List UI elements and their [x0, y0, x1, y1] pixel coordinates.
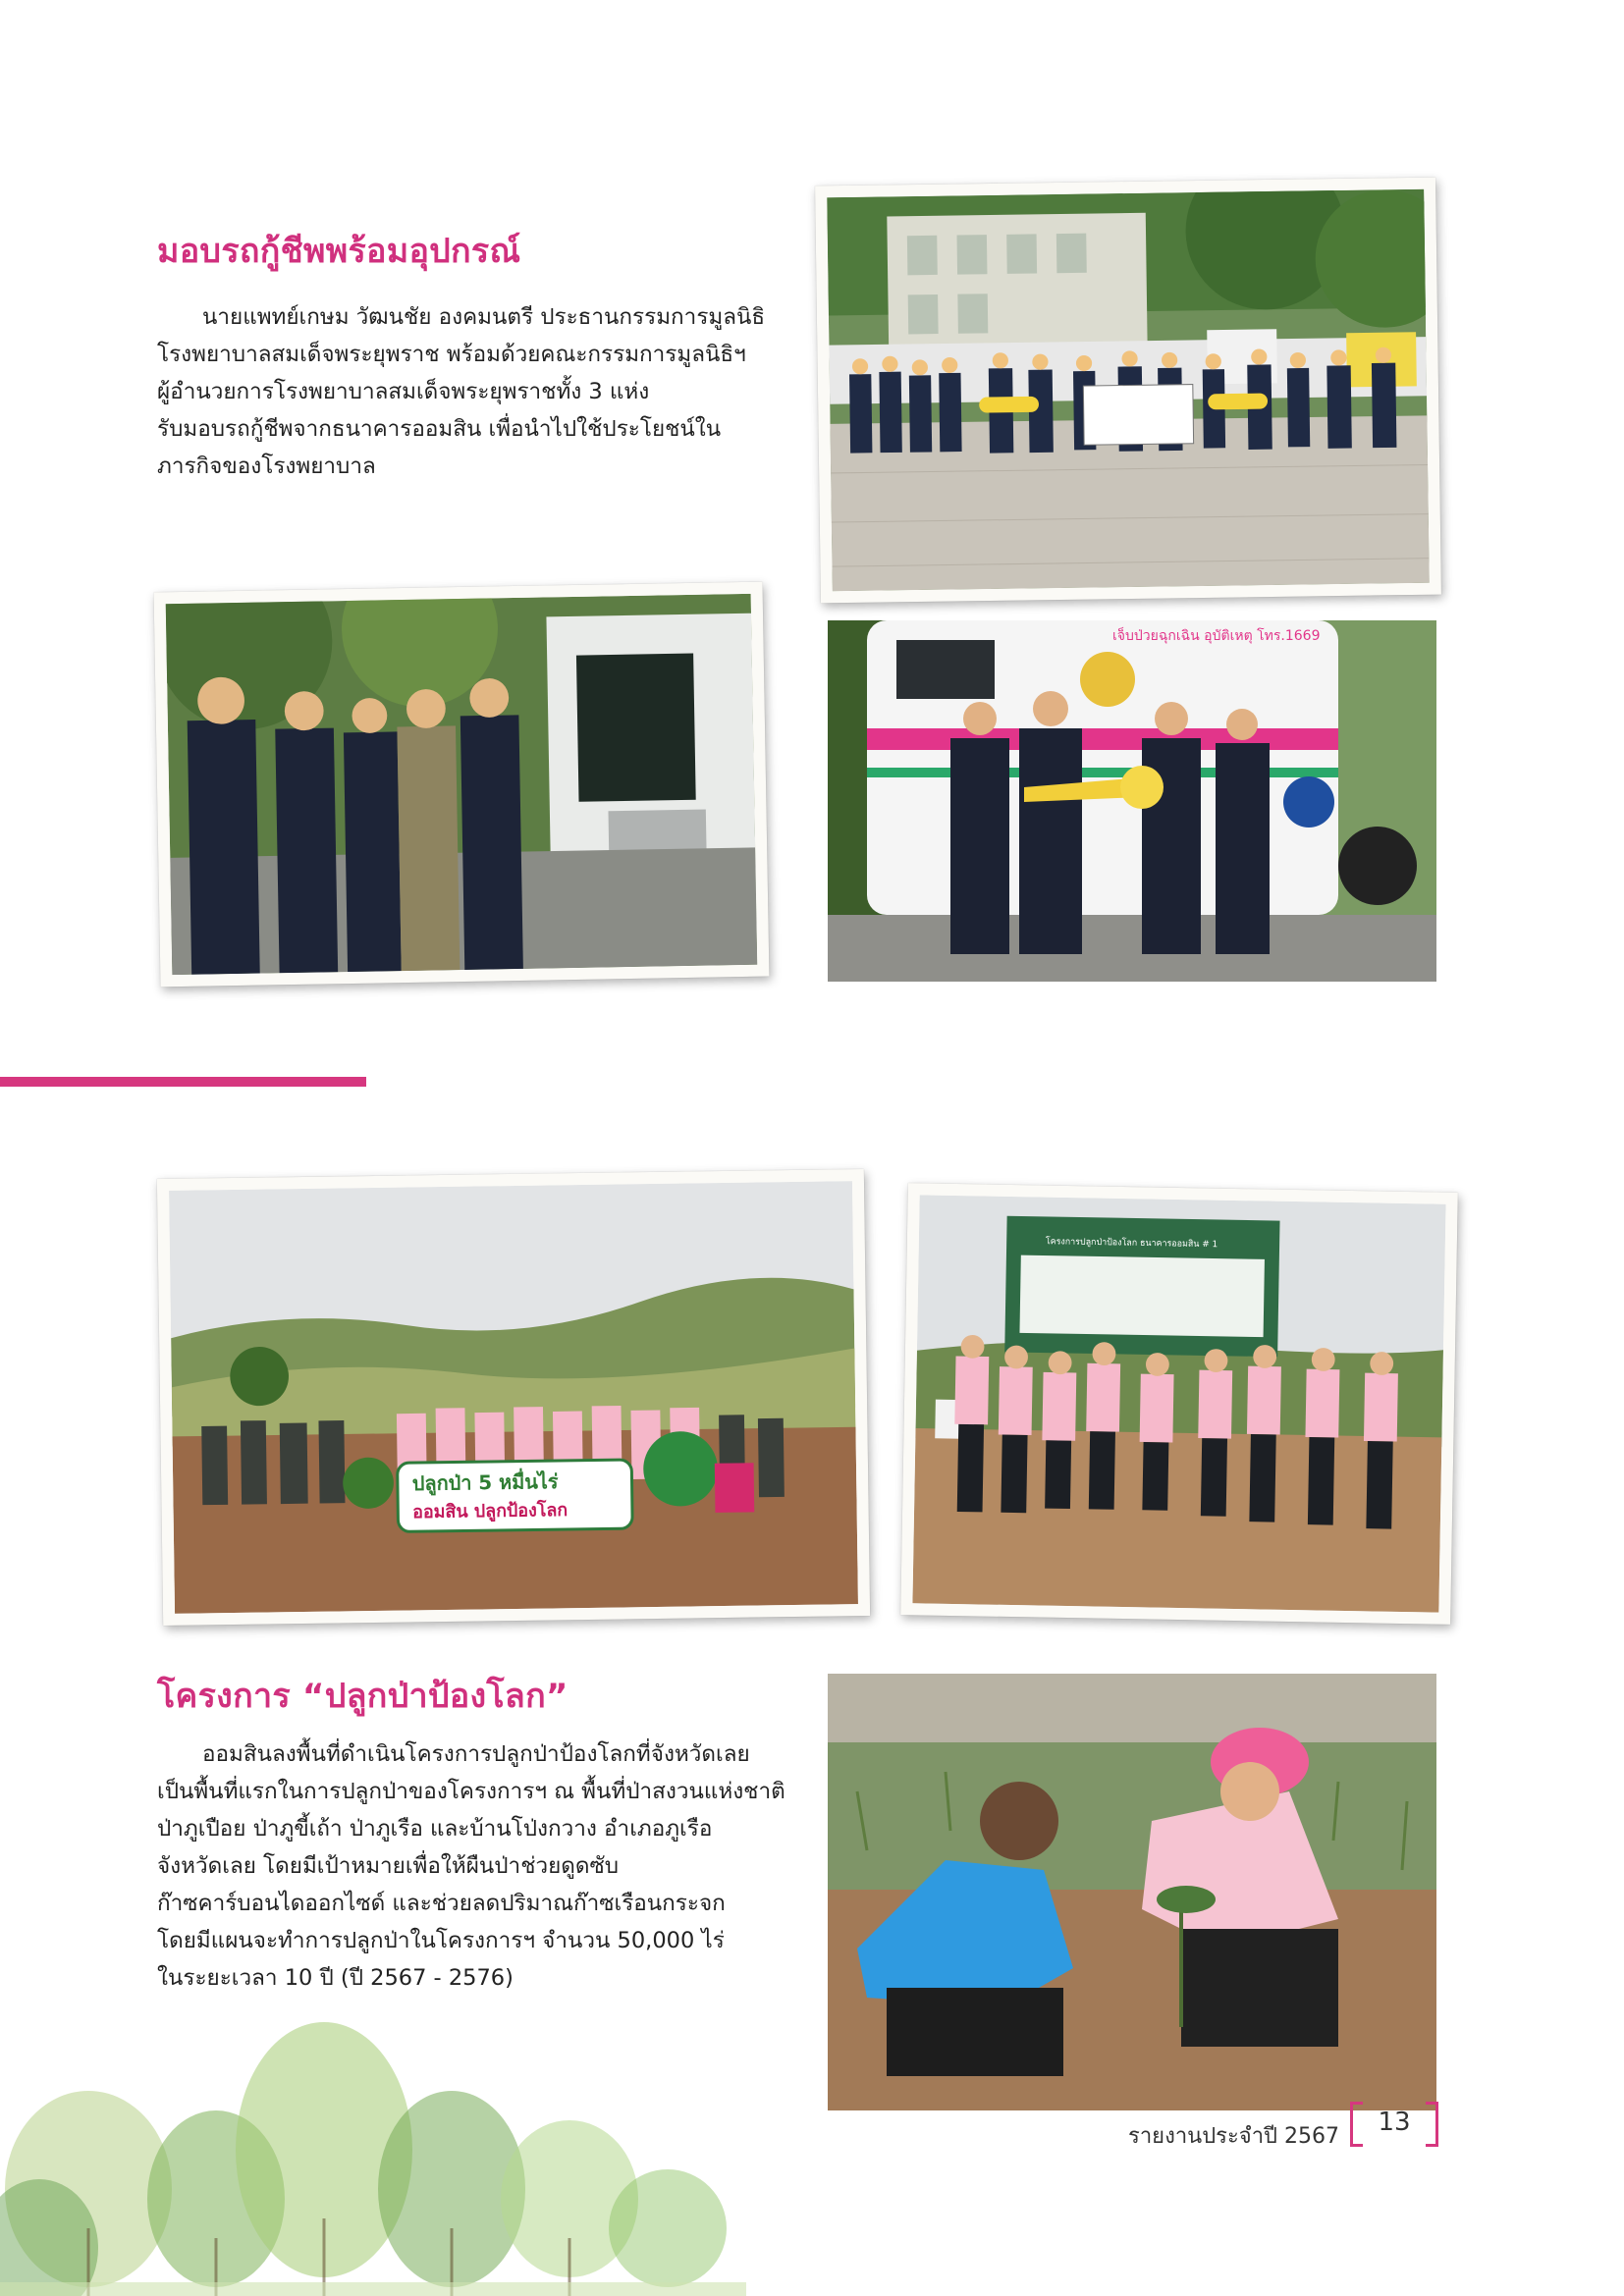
photo-forest-sign-board [900, 1183, 1458, 1625]
banner-text-line2: ออมสิน ปลูกป้องโลก [412, 1499, 568, 1523]
photo-forest-sign-board-image [912, 1195, 1445, 1612]
section-body-ambulance [157, 298, 774, 485]
photo-forest-group-banner [157, 1169, 870, 1626]
photo-planting-seedling [828, 1674, 1436, 2110]
section-divider-bar [0, 1077, 366, 1087]
body-line: ก๊าซคาร์บอนไดออกไซด์ และช่วยลดปริมาณก๊าซเรือนกระจก [157, 1891, 726, 1916]
photo-ambulance-group [815, 178, 1441, 604]
body-line: ในระยะเวลา 10 ปี (ปี 2567 - 2576) [157, 1965, 514, 1991]
banner-text-line1: ปลูกป่า 5 หมื่นไร่ [411, 1469, 559, 1496]
body-line: โรงพยาบาลสมเด็จพระยุพราช พร้อมด้วยคณะกรรมการมูลนิธิฯ [157, 342, 746, 367]
body-line: ผู้อำนวยการโรงพยาบาลสมเด็จพระยุพราชทั้ง 3 แห่ง [157, 379, 650, 404]
body-line: จังหวัดเลย โดยมีเป้าหมายเพื่อให้ผืนป่าช่วยดูดซับ [157, 1853, 620, 1879]
page-number: 13 [1378, 2108, 1411, 2137]
ambulance-sign-text: เจ็บป่วยฉุกเฉิน อุบัติเหตุ โทร.1669 [1112, 628, 1321, 644]
sign-board-text: โครงการปลูกป่าป้องโลก ธนาคารออมสิน # 1 [1045, 1237, 1218, 1251]
photo-key-handover [828, 620, 1436, 982]
section-heading-reforestation: โครงการ “ปลูกป่าป้องโลก” [157, 1677, 568, 1716]
photo-planting-seedling-image [828, 1674, 1436, 2110]
photo-forest-group-banner-image [169, 1181, 858, 1614]
body-line: รับมอบรถกู้ชีพจากธนาคารออมสิน เพื่อนำไปใช้ประโยชน์ใน [157, 416, 722, 442]
photo-ambulance-group-image [827, 189, 1430, 591]
photo-key-handover-image [828, 620, 1436, 982]
photo-ambulance-inspection [154, 582, 770, 988]
page-number-box [1350, 2102, 1438, 2147]
section-body-reforestation [157, 1735, 785, 1997]
body-line: นายแพทย์เกษม วัฒนชัย องคมนตรี ประธานกรรมการมูลนิธิ [202, 304, 766, 330]
watercolor-trees-decoration [0, 2002, 746, 2296]
annual-report-label: รายงานประจำปี 2567 [1128, 2124, 1339, 2149]
section-heading-ambulance: มอบรถกู้ชีพพร้อมอุปกรณ์ [157, 232, 521, 271]
body-line: ป่าภูเปือย ป่าภูขี้เถ้า ป่าภูเรือ และบ้านโป่งกวาง อำเภอภูเรือ [157, 1816, 713, 1842]
photo-ambulance-inspection-image [166, 594, 758, 975]
body-line: ภารกิจของโรงพยาบาล [157, 454, 376, 479]
body-line: เป็นพื้นที่แรกในการปลูกป่าของโครงการฯ ณ พื้นที่ป่าสงวนแห่งชาติ [157, 1779, 785, 1804]
body-line: โดยมีแผนจะทำการปลูกป่าในโครงการฯ จำนวน 50,000 ไร่ [157, 1928, 725, 1953]
body-line: ออมสินลงพื้นที่ดำเนินโครงการปลูกป่าป้องโลกที่จังหวัดเลย [202, 1741, 750, 1767]
